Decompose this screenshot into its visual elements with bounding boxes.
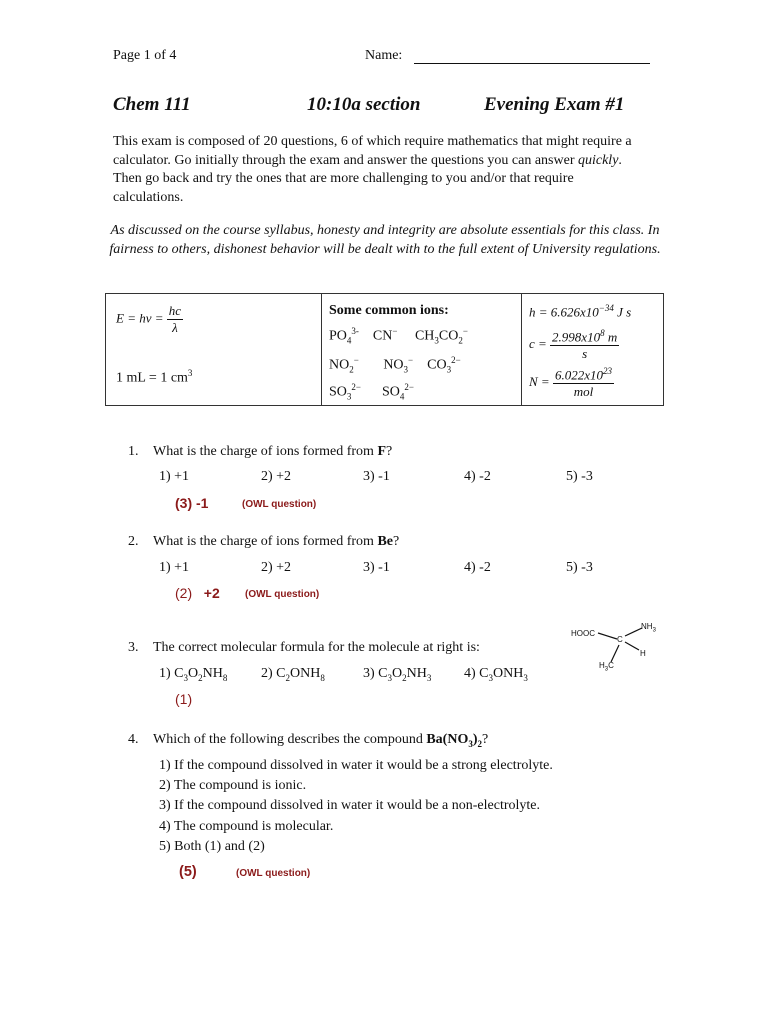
nh3-text: NH [641, 622, 653, 631]
q4-option-3[interactable]: 3) If the compound dissolved in water it would be a non-electrolyte. [159, 798, 541, 813]
intro-emphasis: quickly [577, 152, 619, 168]
name-field-line[interactable] [414, 63, 650, 64]
molecule-diagram [565, 618, 675, 678]
n-num-value: 6.022x10 [554, 367, 603, 383]
energy-denominator: λ [172, 320, 178, 335]
q2-owl-tag: (OWL question) [245, 589, 320, 600]
question-4-number: 4. [128, 732, 139, 747]
n-fraction [553, 366, 614, 400]
h3c-c: C [608, 661, 614, 670]
q1-option-4[interactable]: 4) -2 [464, 469, 491, 484]
energy-equation [116, 303, 183, 336]
q4-option-2[interactable]: 2) The compound is ionic. [159, 778, 307, 793]
q1-answer: (3) -1 [175, 495, 209, 511]
q3-option-1[interactable]: 1) $C_3O_2NH_8$ [159, 666, 228, 683]
question-3-text: The correct molecular formula for the molecule at right is: [153, 640, 480, 655]
q2-option-4[interactable]: 4) -2 [464, 560, 491, 575]
ions-row-1: $PO_4^{3-}$ CN− $CH_3CO_2^-$ [329, 326, 468, 346]
intro-paragraph [113, 133, 643, 207]
section-title: 10:10a section [307, 94, 421, 115]
q4-answer: (5) [179, 864, 197, 880]
page-number: Page 1 of 4 [113, 48, 177, 63]
q4-text-a: Which of the following describes the compound [153, 732, 427, 747]
q2-option-5[interactable]: 5) -3 [566, 560, 593, 575]
n-lhs: N = [529, 374, 550, 390]
ml-text: 1 mL = 1 cm [116, 370, 188, 386]
ions-row-2: $NO_2^-$ $NO_3^-$ $CO_3^{2-}$ [329, 355, 461, 375]
n-num-exp: 23 [602, 366, 612, 376]
q1-option-3[interactable]: 3) -1 [363, 469, 390, 484]
energy-fraction [167, 303, 183, 336]
q4-option-5[interactable]: 5) Both (1) and (2) [159, 839, 265, 854]
q2-option-3[interactable]: 3) -1 [363, 560, 390, 575]
ml-conversion [116, 368, 192, 387]
ml-sup: 3 [187, 368, 193, 378]
q3-option-3[interactable]: 3) $C_3O_2NH_3$ [363, 666, 432, 683]
h-unit: J s [617, 304, 632, 320]
carbon-label: C [617, 635, 623, 644]
h-value: h = 6.626x10 [529, 304, 599, 320]
h3c-sub: 3 [604, 666, 609, 673]
speed-of-light [529, 328, 619, 362]
energy-lhs: E = hν = [116, 310, 164, 326]
q2-option-2[interactable]: 2) +2 [261, 560, 292, 575]
q4-owl-tag: (OWL question) [236, 868, 311, 879]
honesty-statement: As discussed on the course syllabus, honesty and integrity are absolute essentials for this class. In fairness to others, dishonest behavior will be dealt with to the full extent of University regulations. [109, 223, 661, 257]
exam-title: Evening Exam #1 [484, 94, 625, 115]
intro-text-a: This exam is composed of 20 questions, 6 of which require mathematics that might require a calculator. Go initially through the exam and answer the questions you can answer [113, 134, 632, 168]
c-num-exp: 8 [600, 328, 605, 338]
energy-numerator: hc [168, 303, 182, 318]
h3c-h: H [599, 661, 605, 670]
q2-answer [175, 585, 220, 601]
q4-option-4[interactable]: 4) The compound is molecular. [159, 819, 334, 834]
n-numerator [553, 366, 614, 384]
q1-text-b: F [377, 444, 387, 459]
question-1-text [153, 444, 392, 460]
question-2-number: 2. [128, 534, 139, 549]
c-lhs: c = [529, 336, 547, 352]
n-denominator: mol [573, 384, 594, 400]
planck-constant [529, 303, 631, 320]
h-exponent: −34 [598, 303, 614, 313]
h3c-label [599, 661, 614, 673]
hydrogen-label: H [640, 649, 646, 658]
c-num-value: 2.998x10 [552, 329, 601, 345]
avogadro-number [529, 366, 614, 400]
question-1-number: 1. [128, 444, 139, 459]
ions-title: Some common ions: [329, 303, 449, 318]
q3-option-4[interactable]: 4) $C_3ONH_3$ [464, 666, 528, 683]
c-fraction [550, 328, 619, 362]
box-divider [321, 294, 322, 405]
nh3-sub: 3 [652, 627, 656, 634]
q3-answer: (1) [175, 691, 193, 707]
q1-owl-tag: (OWL question) [242, 499, 317, 510]
q2-option-1[interactable]: 1) +1 [159, 560, 190, 575]
question-4-text: Which of the following describes the compound $Ba(NO_3)_2$? [153, 732, 489, 749]
q2-text-b: Be [377, 534, 394, 549]
q4-option-1[interactable]: 1) If the compound dissolved in water it would be a strong electrolyte. [159, 758, 553, 773]
molecule-bonds [565, 618, 675, 678]
nh3-label [641, 622, 656, 634]
intro-text-b: . Then go back and try the ones that are more challenging to you and/or that require calculations. [113, 152, 622, 205]
q2-text-c: ? [393, 534, 400, 549]
ions-row-3: $SO_3^{2-}$ $SO_4^{2-}$ [329, 382, 414, 402]
box-divider [521, 294, 522, 405]
hooc-label: HOOC [571, 629, 595, 638]
q1-option-5[interactable]: 5) -3 [566, 469, 593, 484]
c-denominator: s [582, 346, 588, 362]
name-label: Name: [365, 48, 403, 63]
question-2-text [153, 534, 399, 550]
q3-option-2[interactable]: 2) $C_2ONH_8$ [261, 666, 325, 683]
constants-box [105, 293, 664, 406]
c-numerator [550, 328, 619, 346]
q1-text-c: ? [386, 444, 393, 459]
c-num-unit: m [607, 329, 618, 345]
q1-text-a: What is the charge of ions formed from [153, 444, 378, 459]
q2-answer-number: (2) [175, 585, 193, 601]
q1-option-2[interactable]: 2) +2 [261, 469, 292, 484]
q2-text-a: What is the charge of ions formed from [153, 534, 378, 549]
q2-answer-value: +2 [203, 585, 220, 601]
q1-option-1[interactable]: 1) +1 [159, 469, 190, 484]
question-3-number: 3. [128, 640, 139, 655]
course-title: Chem 111 [113, 94, 191, 115]
